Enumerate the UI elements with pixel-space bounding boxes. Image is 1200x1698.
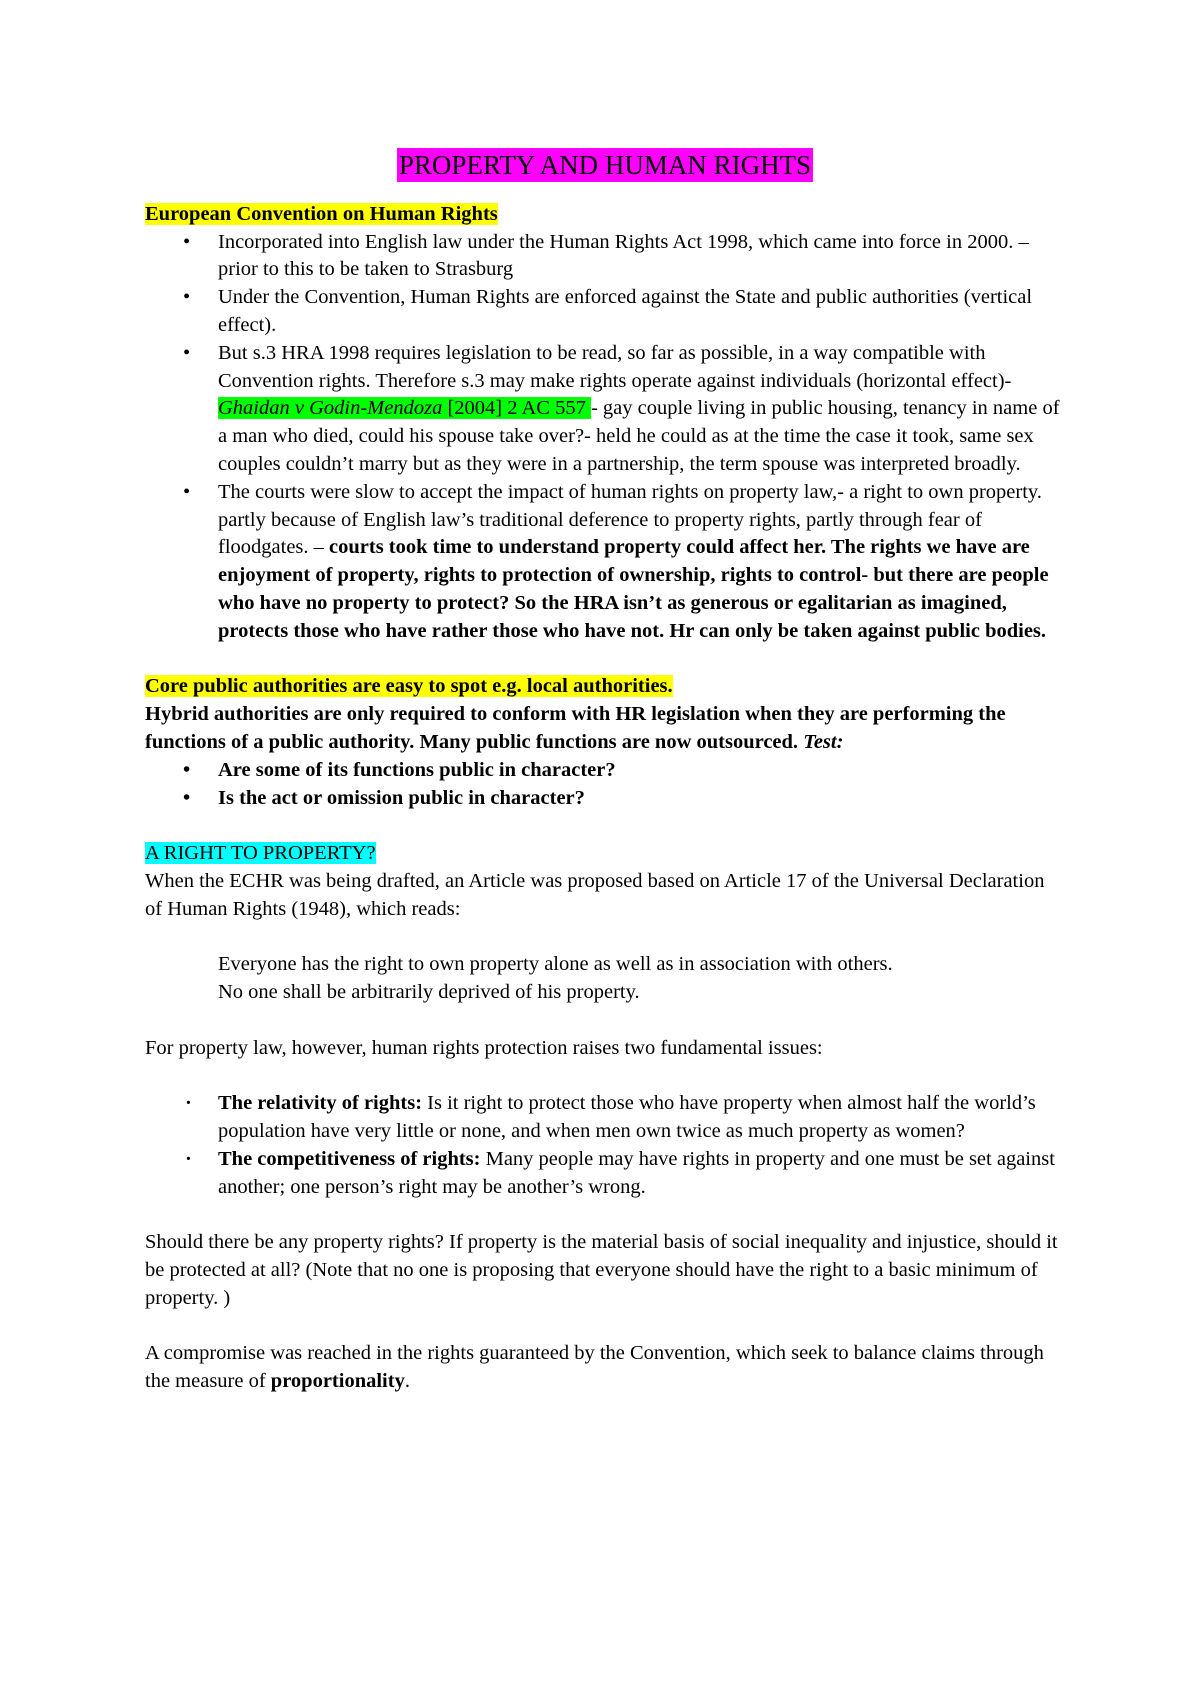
- issues-intro: For property law, however, human rights protection raises two fundamental issues:: [145, 1036, 823, 1059]
- document-body: [145, 148, 1065, 1396]
- case-name: Ghaidan v Godin-Mendoza: [218, 397, 443, 420]
- test-label: Test:: [803, 730, 844, 753]
- list-item: • Incorporated into English law under the Human Rights Act 1998, which came into force in 2000. – prior to this to be taken to Strasburg: [145, 229, 1065, 285]
- list-item: • Under the Convention, Human Rights are enforced against the State and public authorities (vertical effect).: [145, 284, 1065, 340]
- udhr-quote-line-2: No one shall be arbitrarily deprived of his property.: [218, 981, 640, 1004]
- list-item: · The competitiveness of rights: Many people may have rights in property and one must be set against another; one person’s right may be another’s wrong.: [145, 1146, 1065, 1202]
- list-item: • But s.3 HRA 1998 requires legislation to be read, so far as possible, in a way compatible with Convention rights. Therefore s.3 may make rights operate against individuals (horizontal effect)- Ghaidan v Godin-Mendoza [2004] 2 AC 557 - gay couple living in public housing, tenancy in name of a man who died, could his spouse take over?- held he could as at the time the case it took, same sex couples couldn’t marry but as they were in a partnership, the term spouse was interpreted broadly.: [145, 340, 1065, 479]
- compromise-paragraph: A compromise was reached in the rights guaranteed by the Convention, which seek to balance claims through the measure of proportionality.: [145, 1342, 1044, 1393]
- page-title: PROPERTY AND HUMAN RIGHTS: [398, 150, 812, 180]
- list-item: • Is the act or omission public in character?: [145, 785, 1065, 813]
- list-item: · The relativity of rights: Is it right to protect those who have property when almost half the world’s population have very little or none, and when men own twice as much property as women?: [145, 1090, 1065, 1146]
- echr-list: [145, 229, 1065, 646]
- udhr-quote-line-1: Everyone has the right to own property alone as well as in association with others.: [218, 953, 893, 976]
- list-item: • The courts were slow to accept the impact of human rights on property law,- a right to own property. partly because of English law’s traditional deference to property rights, partly through fear of floodgates. – courts took time to understand property could affect her. The rights we have are enjoyment of property, rights to protection of ownership, rights to control- but there are people who have no property to protect? So the HRA isn’t as generous or egalitarian as imagined, protects those who have rather those who have not. Hr can only be taken against public bodies.: [145, 479, 1065, 646]
- test-list: [145, 757, 1065, 813]
- case-citation: Ghaidan v Godin-Mendoza [2004] 2 AC 557: [218, 397, 591, 420]
- property-rights-question: Should there be any property rights? If property is the material basis of social inequality and injustice, should it be protected at all? (Note that no one is proposing that everyone should have the right to a basic minimum of property. ): [145, 1231, 1058, 1309]
- echr-heading: European Convention on Human Rights: [145, 202, 498, 225]
- udhr-intro: When the ECHR was being drafted, an Article was proposed based on Article 17 of the Universal Declaration of Human Rights (1948), which reads:: [145, 869, 1045, 920]
- list-item: • Are some of its functions public in character?: [145, 757, 1065, 785]
- hybrid-authorities-paragraph: Hybrid authorities are only required to conform with HR legislation when they are performing the functions of a public authority. Many public functions are now outsourced. Test:: [145, 703, 1006, 753]
- right-to-property-heading: A RIGHT TO PROPERTY?: [145, 842, 376, 865]
- proportionality-term: proportionality: [270, 1370, 405, 1393]
- public-authorities-heading: Core public authorities are easy to spot e.g. local authorities.: [145, 675, 673, 698]
- issues-list: [145, 1090, 1065, 1201]
- title-block: [145, 148, 1065, 183]
